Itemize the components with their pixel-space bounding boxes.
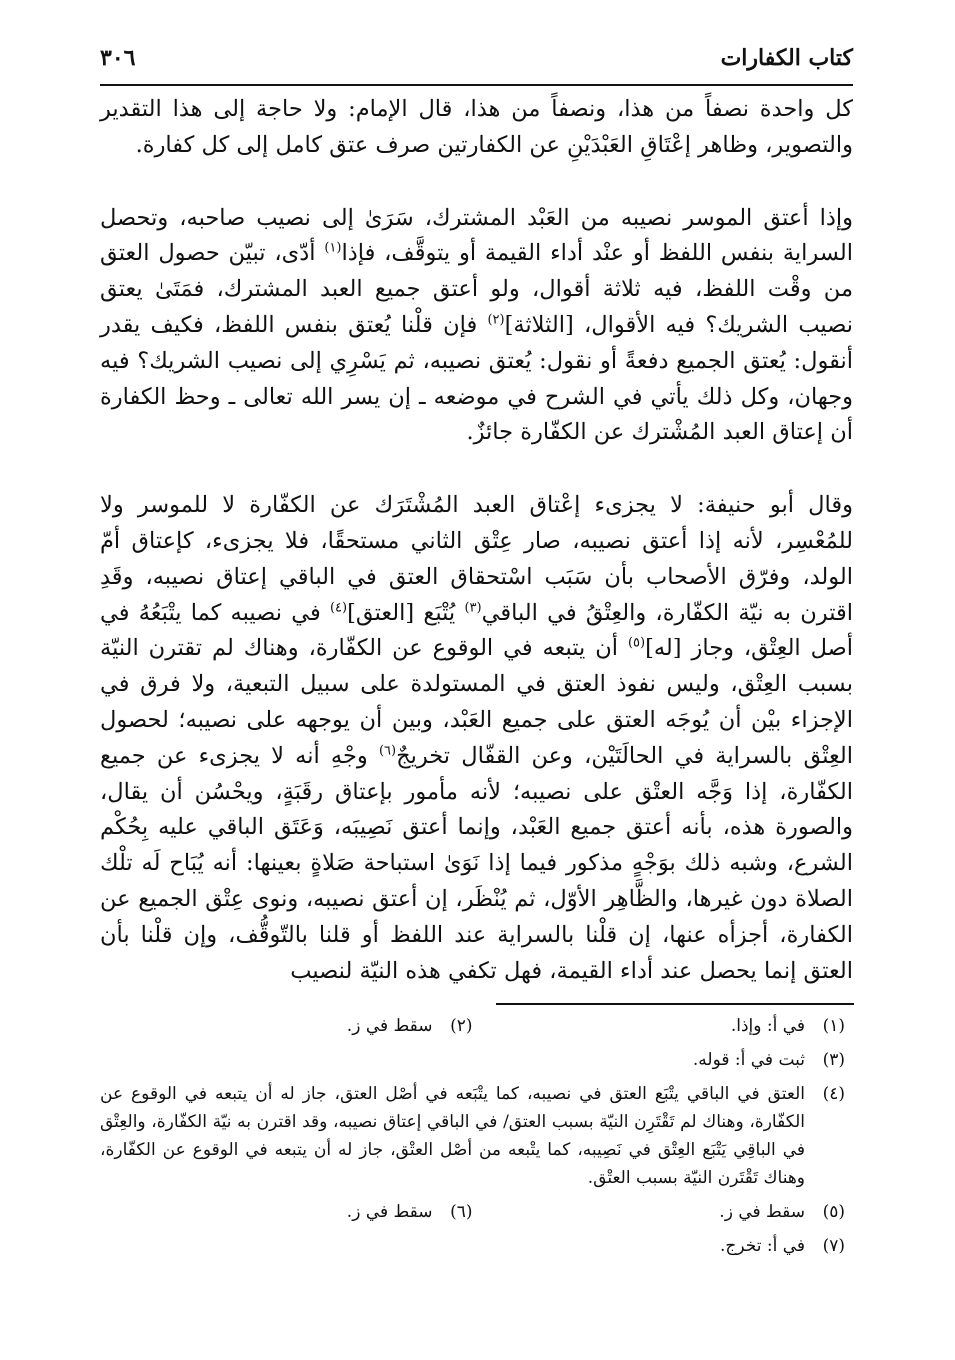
footnote-6 bbox=[100, 1198, 473, 1226]
footnote-ref-3: (٣) bbox=[464, 600, 482, 616]
footnotes bbox=[100, 1012, 845, 1266]
footnote-number: (٣) bbox=[822, 1050, 845, 1070]
footnote-row bbox=[100, 1198, 845, 1226]
main-text bbox=[100, 92, 853, 989]
footnote-number: (٦) bbox=[450, 1202, 473, 1222]
paragraph-text: وجْهِ أنه لا يجزىء عن جميع الكفّارة، إذا وَجَّه العتْق على نصيبه؛ لأنه مأمور بإعتاق رقَبَةٍ، ويحْسُن أن يقال، والصورة هذه، بأنه أعتق جميع العَبْد، وإنما أعتق نَصِيبَه، وَعَتَق الباقي عليه بِحُكْم الشرع، وشبه ذلك بوَجْهٍ مذكور فيما إذا نَوَىٰ استباحة صَلاةٍ بعينها: أنه يُبَاح لَه تلْك الصلاة دون غيرها، والظَّاهِر الأوّل، ثم يُنْظَر، إن أعتق نصيبه، ونوى عِتْق الجميع عن الكفارة، أجزأه عنها، إن قلْنا بالسراية عند اللفظ أو قلنا بالتّوقُّف، وإن قلْنا بأن العتق إنما يحصل عند أداء القيمة، فهل تكفي هذه النيّة لنصيب bbox=[100, 742, 853, 984]
footnote-rule bbox=[496, 1003, 854, 1005]
footnote-text: في أ: وإذا. bbox=[730, 1016, 805, 1036]
footnote-ref-4: (٤) bbox=[329, 600, 348, 616]
footnote-row bbox=[100, 1080, 845, 1192]
footnote-number: (٥) bbox=[822, 1202, 845, 1222]
footnote-2 bbox=[100, 1012, 473, 1040]
footnote-1 bbox=[473, 1012, 846, 1040]
header-rule bbox=[100, 84, 853, 86]
paragraph-text: وإذا أعتق الموسر نصيبه من العَبْد المشترك، سَرَىٰ إلى نصيب صاحبه، وتحصل السراية بنفس اللفظ أو عنْد أداء القيمة أو يتوقَّف، فإذا bbox=[100, 204, 853, 267]
footnote-number: (٧) bbox=[822, 1236, 845, 1256]
paragraph-text: كل واحدة نصفاً من هذا، ونصفاً من هذا، قال الإمام: ولا حاجة إلى هذا التقدير والتصوير، وظاهر إعْتَاقِ العَبْدَيْنِ عن الكفارتين صرف عتق كامل إلى كل كفارة. bbox=[100, 96, 853, 158]
paragraph-text: وقال أبو حنيفة: لا يجزىء إعْتاق العبد المُشْتَرَك عن الكفّارة لا للموسر ولا للمُعْسِر، لأنه إذا أعتق نصيبه، صار عِتْق الثاني مستحقًا، فلا يجزىء، كإعتاق أمّ الولد، وفرّق الأصحاب بأن سَبَب اسْتحقاق العتق في الباقي إعتاق نصيبه، وقَدِ اقترن به نيّة الكفّارة، والعِتْقُ في الباقي bbox=[100, 492, 853, 626]
footnote-text: سقط في ز. bbox=[346, 1016, 433, 1036]
footnote-5 bbox=[473, 1198, 846, 1226]
paragraph-2 bbox=[100, 201, 853, 452]
footnote-number: (١) bbox=[822, 1016, 845, 1036]
footnote-text: ثبت في أ: قوله. bbox=[692, 1050, 805, 1070]
footnote-4 bbox=[100, 1080, 845, 1192]
footnote-ref-2: (٢) bbox=[487, 312, 505, 328]
footnote-text: العتق في الباقي يتْبَع العتق في نصيبه، كما يتْبَعه في أصْل العتق، جاز له أن يتبعه في الوقوع عن الكفّارة، وهناك لم تَقْتَرِن النيّة بسبب العتق/ في الباقي إعتاق نصيبه، وقد اقترن به نيّة الكفّارة، والعِتْق في الباقِي يَتْبَع العِتْق في نَصِيبه، كما يتْبعه من أصْل العتْق، جاز له أن يتبعه في الوقوع عن الكفّارة، وهناك تَقْتَرن النيّة بسبب العتْق. bbox=[100, 1084, 805, 1188]
footnote-text: في أ: تخرج. bbox=[719, 1236, 805, 1256]
footnote-number: (٤) bbox=[822, 1084, 845, 1104]
book-title: كتاب الكفارات bbox=[720, 45, 853, 71]
footnote-row bbox=[100, 1046, 845, 1074]
paragraph-1 bbox=[100, 92, 853, 164]
footnote-number: (٢) bbox=[450, 1016, 473, 1036]
paragraph-text: يُتْبَع [العتق] bbox=[347, 599, 465, 626]
paragraph-3 bbox=[100, 488, 853, 989]
footnote-text: سقط في ز. bbox=[719, 1202, 805, 1222]
footnote-ref-1: (١) bbox=[324, 240, 342, 256]
page-number: ٣٠٦ bbox=[100, 45, 136, 71]
footnote-text: سقط في ز. bbox=[346, 1202, 433, 1222]
page-header bbox=[100, 34, 853, 82]
footnote-row bbox=[100, 1232, 845, 1260]
footnote-ref-5: (٥) bbox=[627, 635, 646, 651]
paragraph-text: أن يتبعه في الوقوع عن الكفّارة، وهناك لم تقترن النيّة بسبب العِتْق، وليس نفوذ العتق في المستولدة على سبيل التبعية، ولا فرق في الإجزاء بيْن أن يُوجَه العتق على جميع العَبْد، وبين أن يوجهه على نصيبه؛ لحصول العِتْق بالسراية في الحالَتَيْن، وعن القفّال تخريجٌ bbox=[100, 635, 853, 769]
footnote-3 bbox=[100, 1046, 845, 1074]
paragraph-text: فإن قلْنا يُعتق بنفس اللفظ، فكيف يقدر أنقول: يُعتق الجميع دفعةً أو نقول: يُعتق نصيبه، ثم يَسْرِي إلى نصيب الشريك؟ فيه وجهان، وكل ذلك يأتي في الشرح في موضعه ـ إن يسر الله تعالى ـ وحظ الكفارة أن إعتاق العبد المُشْترك عن الكفّارة جائزٌ. bbox=[100, 311, 853, 446]
footnote-7 bbox=[100, 1232, 845, 1260]
footnote-row bbox=[100, 1012, 845, 1040]
paragraph-text: أدّى، تبيّن حصول العتق من وقْت اللفظ، فيه ثلاثة أقوال، ولو أعتق جميع العبد المشترك، فمَتَىٰ يعتق نصيب الشريك؟ فيه الأقوال، [الثلاثة] bbox=[100, 240, 853, 338]
paragraph-text: في نصيبه كما يتْبَعُهُ في أصل العِتْق، وجاز [له] bbox=[100, 599, 853, 662]
footnote-ref-6: (٦) bbox=[378, 743, 397, 759]
